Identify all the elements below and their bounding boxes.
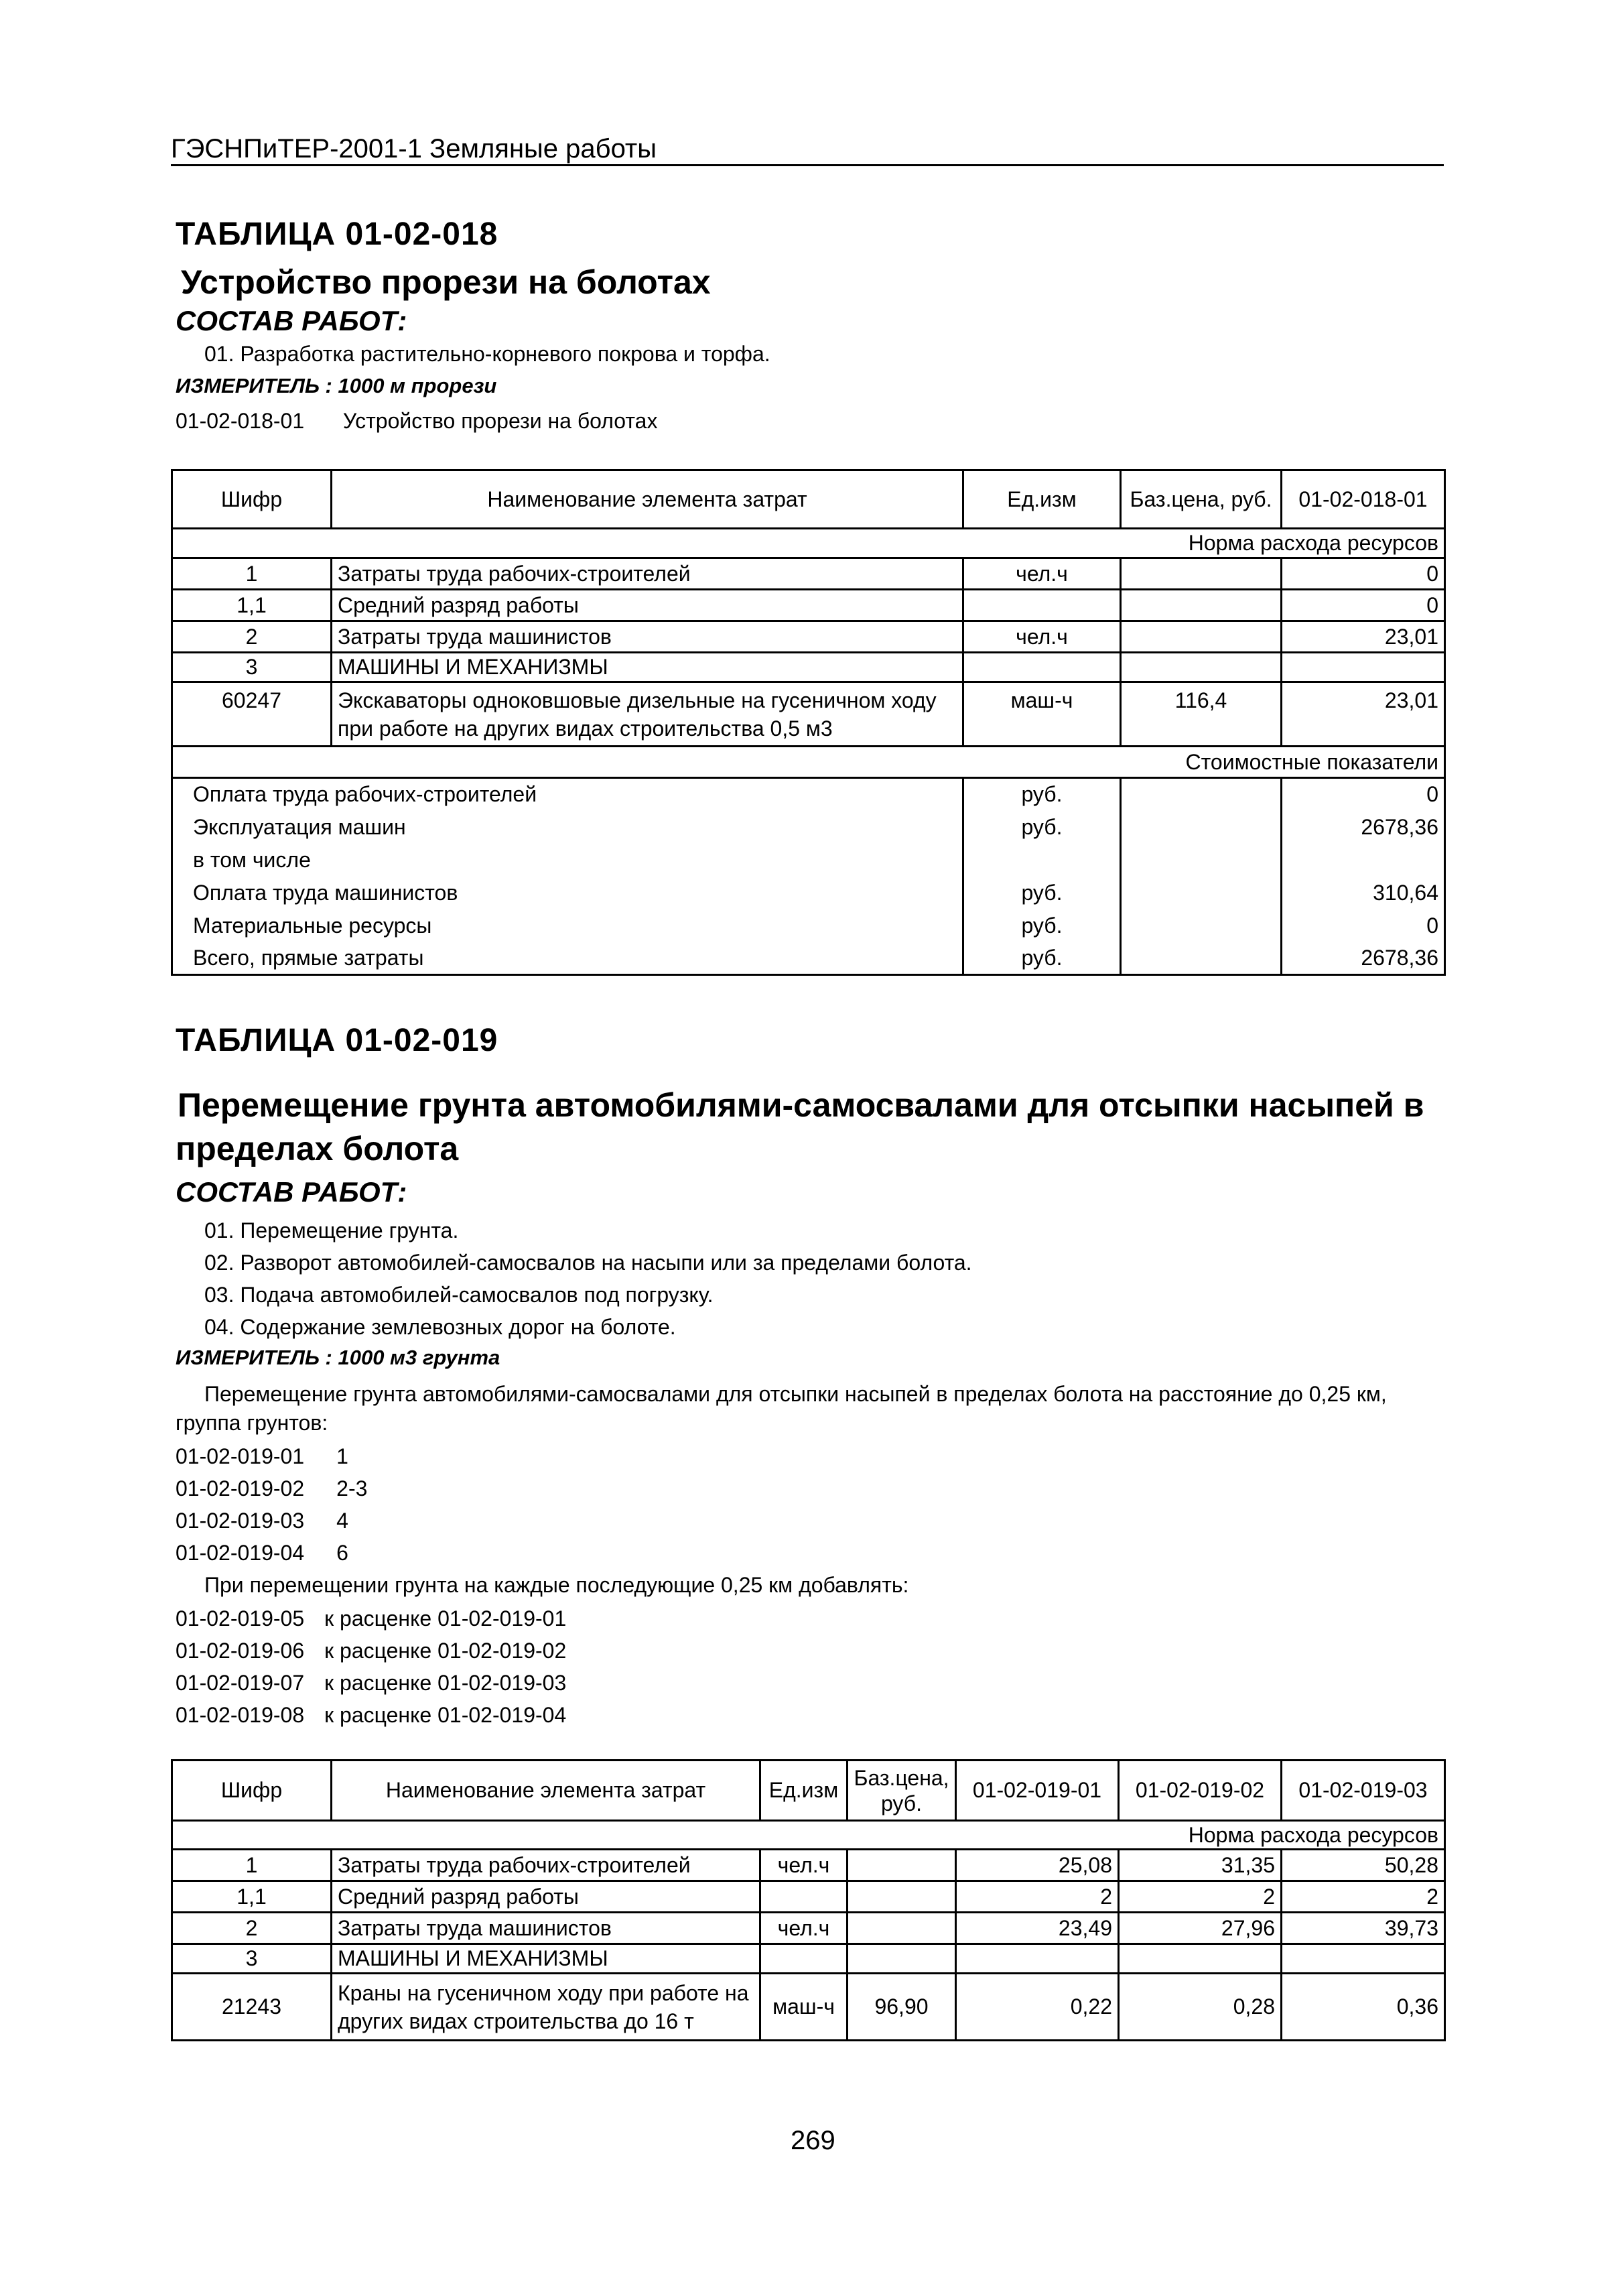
cell-shifr: 60247 <box>172 682 332 747</box>
cell-value: 25,08 <box>956 1850 1119 1881</box>
cost-price <box>1121 877 1282 909</box>
cell-price <box>1121 653 1282 682</box>
group-row <box>176 1541 348 1566</box>
table-019-work-item: 01. Перемещение грунта. <box>204 1218 459 1242</box>
cost-name: Оплата труда машинистов <box>172 877 963 909</box>
table-019 <box>171 1759 1446 2041</box>
cost-name: Материальные ресурсы <box>172 909 963 942</box>
cell-name: Затраты труда рабочих-строителей <box>332 558 963 590</box>
table-row <box>172 1881 1445 1913</box>
cost-name: в том числе <box>172 844 963 877</box>
cell-unit <box>963 590 1121 621</box>
norma-label: Норма расхода ресурсов <box>172 529 1445 558</box>
cell-price: 96,90 <box>848 1974 956 2041</box>
cell-shifr: 21243 <box>172 1974 332 2041</box>
cell-shifr: 1,1 <box>172 590 332 621</box>
addition-row <box>176 1703 566 1728</box>
table-019-work-item: 04. Содержание землевозных дорог на болоте. <box>204 1315 676 1339</box>
cell-shifr: 2 <box>172 621 332 653</box>
cell-unit: чел.ч <box>760 1913 848 1944</box>
cell-value: 50,28 <box>1282 1850 1445 1881</box>
cost-name: Эксплуатация машин <box>172 811 963 844</box>
table-row <box>172 1850 1445 1881</box>
table-018-code-line <box>176 409 657 434</box>
cell-value <box>956 1944 1119 1974</box>
table-019-sostav-label: СОСТАВ РАБОТ: <box>176 1176 407 1208</box>
cell-unit: чел.ч <box>760 1850 848 1881</box>
header-price: Баз.цена, руб. <box>1121 470 1282 529</box>
cell-value: 2 <box>1119 1881 1282 1913</box>
table-row <box>172 1974 1445 2041</box>
table-018-work-item: 01. Разработка растительно-корневого покрова и торфа. <box>204 342 770 366</box>
addition-row <box>176 1606 566 1631</box>
cell-value: 31,35 <box>1119 1850 1282 1881</box>
cell-shifr: 3 <box>172 653 332 682</box>
cost-unit: руб. <box>963 942 1121 975</box>
cell-name: Краны на гусеничном ходу при работе на других видах строительства до 16 т <box>332 1974 760 2041</box>
addition-text: к расценке 01-02-019-03 <box>324 1671 567 1695</box>
group-row <box>176 1444 348 1469</box>
cell-unit: чел.ч <box>963 558 1121 590</box>
header-name: Наименование элемента затрат <box>332 470 963 529</box>
header-shifr: Шифр <box>172 470 332 529</box>
table-018-header-row <box>172 470 1445 529</box>
header-unit: Ед.изм <box>760 1761 848 1821</box>
cost-price <box>1121 942 1282 975</box>
cost-value: 2678,36 <box>1282 811 1445 844</box>
group-value: 4 <box>336 1509 348 1533</box>
cell-price <box>848 1881 956 1913</box>
code-text: Устройство прорези на болотах <box>342 409 658 433</box>
cell-value: 27,96 <box>1119 1913 1282 1944</box>
cell-name: Средний разряд работы <box>332 590 963 621</box>
table-018 <box>171 469 1446 976</box>
cell-shifr: 2 <box>172 1913 332 1944</box>
group-code: 01-02-019-03 <box>176 1509 305 1533</box>
group-value: 1 <box>336 1444 348 1468</box>
cell-name: Экскаваторы одноковшовые дизельные на гусеничном ходу при работе на других видах строительства 0,5 м3 <box>332 682 963 747</box>
cell-shifr: 3 <box>172 1944 332 1974</box>
group-value: 2-3 <box>336 1476 368 1501</box>
cell-value: 23,49 <box>956 1913 1119 1944</box>
norma-row <box>172 529 1445 558</box>
cost-row <box>172 811 1445 844</box>
cost-name: Оплата труда рабочих-строителей <box>172 778 963 811</box>
header-rule <box>171 164 1444 166</box>
cell-price <box>1121 621 1282 653</box>
cell-unit: чел.ч <box>963 621 1121 653</box>
table-019-title: ТАБЛИЦА 01-02-019 <box>176 1023 498 1058</box>
addition-code: 01-02-019-07 <box>176 1671 305 1695</box>
cell-value: 39,73 <box>1282 1913 1445 1944</box>
group-code: 01-02-019-02 <box>176 1476 305 1501</box>
header-col1: 01-02-019-01 <box>956 1761 1119 1821</box>
cell-shifr: 1,1 <box>172 1881 332 1913</box>
cell-value: 2 <box>1282 1881 1445 1913</box>
table-019-section-title-line1: Перемещение грунта автомобилями-самосвалами для отсыпки насыпей в <box>178 1086 1424 1124</box>
cell-name: МАШИНЫ И МЕХАНИЗМЫ <box>332 653 963 682</box>
table-row <box>172 1944 1445 1974</box>
cell-shifr: 1 <box>172 558 332 590</box>
table-018-izmeritel: ИЗМЕРИТЕЛЬ : 1000 м прорези <box>176 374 497 397</box>
table-019-work-item: 02. Разворот автомобилей-самосвалов на насыпи или за пределами болота. <box>204 1251 972 1275</box>
addition-row <box>176 1671 566 1696</box>
cost-value: 2678,36 <box>1282 942 1445 975</box>
header-price: Баз.цена, руб. <box>848 1761 956 1821</box>
table-row <box>172 1913 1445 1944</box>
table-019-add-note: При перемещении грунта на каждые последующие 0,25 км добавлять: <box>204 1573 909 1597</box>
cost-name: Всего, прямые затраты <box>172 942 963 975</box>
cell-price <box>848 1850 956 1881</box>
cost-price <box>1121 778 1282 811</box>
cell-value <box>1282 653 1445 682</box>
stoim-row <box>172 747 1445 778</box>
running-header: ГЭСНПиТЕР-2001-1 Земляные работы <box>171 134 657 164</box>
cell-value <box>1282 1944 1445 1974</box>
group-code: 01-02-019-01 <box>176 1444 305 1468</box>
cost-row <box>172 909 1445 942</box>
addition-code: 01-02-019-05 <box>176 1606 305 1631</box>
table-019-desc-line2: группа грунтов: <box>176 1411 328 1435</box>
cell-unit: маш-ч <box>760 1974 848 2041</box>
table-019-desc-line1: Перемещение грунта автомобилями-самосвалами для отсыпки насыпей в пределах болота на расстояние до 0,25 км, <box>204 1382 1387 1406</box>
cost-unit: руб. <box>963 811 1121 844</box>
cell-price <box>848 1944 956 1974</box>
cell-value: 0,28 <box>1119 1974 1282 2041</box>
page-number: 269 <box>791 2126 835 2155</box>
cost-value: 310,64 <box>1282 877 1445 909</box>
cell-price <box>848 1913 956 1944</box>
table-row <box>172 590 1445 621</box>
cell-price <box>1121 590 1282 621</box>
cell-value: 23,01 <box>1282 621 1445 653</box>
table-019-izmeritel: ИЗМЕРИТЕЛЬ : 1000 м3 грунта <box>176 1346 500 1369</box>
cell-value: 0 <box>1282 558 1445 590</box>
cost-price <box>1121 844 1282 877</box>
header-col3: 01-02-019-03 <box>1282 1761 1445 1821</box>
group-row <box>176 1476 367 1501</box>
cell-price <box>1121 558 1282 590</box>
cell-name: Затраты труда рабочих-строителей <box>332 1850 760 1881</box>
table-row <box>172 682 1445 747</box>
stoim-label: Стоимостные показатели <box>172 747 1445 778</box>
addition-text: к расценке 01-02-019-02 <box>324 1639 567 1663</box>
table-018-title: ТАБЛИЦА 01-02-018 <box>176 216 498 252</box>
code: 01-02-018-01 <box>176 409 305 433</box>
cell-name: Средний разряд работы <box>332 1881 760 1913</box>
cost-value <box>1282 844 1445 877</box>
cost-unit: руб. <box>963 778 1121 811</box>
cell-shifr: 1 <box>172 1850 332 1881</box>
norma-row <box>172 1821 1445 1850</box>
table-019-header-row <box>172 1761 1445 1821</box>
table-019-work-item: 03. Подача автомобилей-самосвалов под погрузку. <box>204 1283 714 1307</box>
header-shifr: Шифр <box>172 1761 332 1821</box>
cell-value: 0,22 <box>956 1974 1119 2041</box>
cell-unit <box>760 1881 848 1913</box>
addition-code: 01-02-019-08 <box>176 1703 305 1727</box>
norma-label: Норма расхода ресурсов <box>172 1821 1445 1850</box>
group-row <box>176 1509 348 1533</box>
group-value: 6 <box>336 1541 348 1565</box>
header-col1: 01-02-018-01 <box>1282 470 1445 529</box>
cell-value: 0 <box>1282 590 1445 621</box>
cell-unit: маш-ч <box>963 682 1121 747</box>
cost-row <box>172 844 1445 877</box>
addition-code: 01-02-019-06 <box>176 1639 305 1663</box>
table-019-section-title-line2: пределах болота <box>176 1130 459 1167</box>
cell-name: Затраты труда машинистов <box>332 1913 760 1944</box>
header-name: Наименование элемента затрат <box>332 1761 760 1821</box>
cost-row <box>172 942 1445 975</box>
cost-unit: руб. <box>963 909 1121 942</box>
cell-name: Затраты труда машинистов <box>332 621 963 653</box>
cell-value: 23,01 <box>1282 682 1445 747</box>
addition-text: к расценке 01-02-019-01 <box>324 1606 567 1631</box>
cost-row <box>172 877 1445 909</box>
header-unit: Ед.изм <box>963 470 1121 529</box>
cost-unit <box>963 844 1121 877</box>
cost-unit: руб. <box>963 877 1121 909</box>
table-018-sostav-label: СОСТАВ РАБОТ: <box>176 305 407 336</box>
cell-unit <box>963 653 1121 682</box>
cost-value: 0 <box>1282 909 1445 942</box>
cost-price <box>1121 811 1282 844</box>
addition-text: к расценке 01-02-019-04 <box>324 1703 567 1727</box>
table-row <box>172 558 1445 590</box>
group-code: 01-02-019-04 <box>176 1541 305 1565</box>
header-col2: 01-02-019-02 <box>1119 1761 1282 1821</box>
cost-row <box>172 778 1445 811</box>
cell-price: 116,4 <box>1121 682 1282 747</box>
cell-value: 2 <box>956 1881 1119 1913</box>
cell-value: 0,36 <box>1282 1974 1445 2041</box>
cost-price <box>1121 909 1282 942</box>
cell-name: МАШИНЫ И МЕХАНИЗМЫ <box>332 1944 760 1974</box>
cost-value: 0 <box>1282 778 1445 811</box>
table-row <box>172 653 1445 682</box>
table-row <box>172 621 1445 653</box>
addition-row <box>176 1639 566 1663</box>
cell-value <box>1119 1944 1282 1974</box>
cell-unit <box>760 1944 848 1974</box>
table-018-section-title: Устройство прорези на болотах <box>181 263 711 301</box>
